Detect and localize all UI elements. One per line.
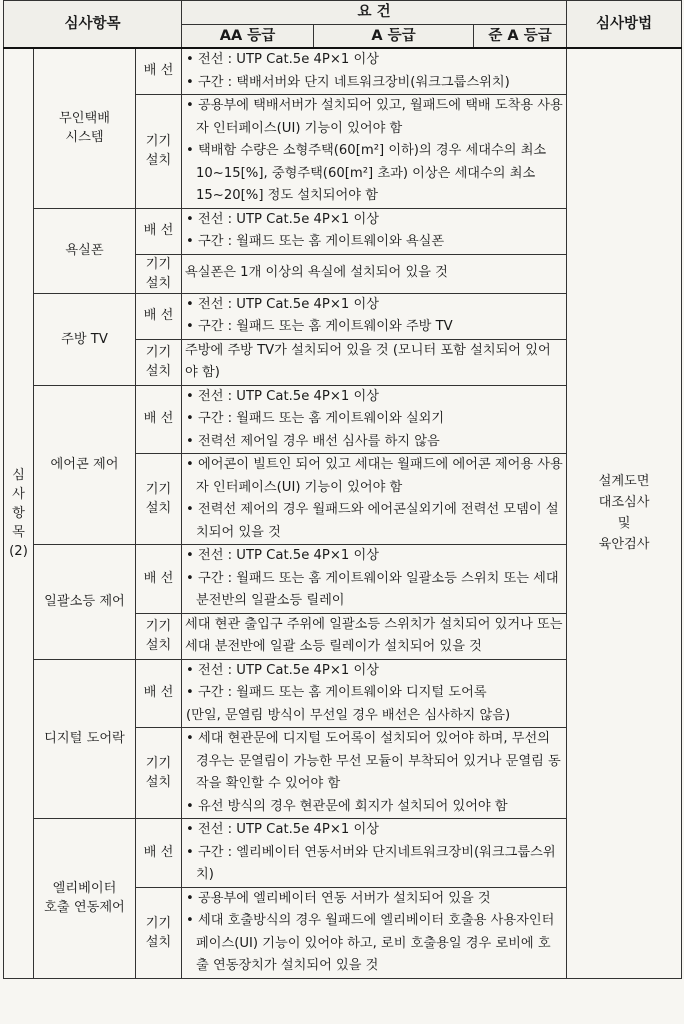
wiring-label: 배 선	[136, 293, 182, 339]
wiring-cell	[182, 385, 567, 454]
wiring-line: • 구간 : 월패드 또는 홈 게이트웨이와 디지털 도어록	[186, 685, 487, 700]
device-cell: 세대 현관 출입구 주위에 일괄소등 스위치가 설치되어 있거나 또는 세대 분전반에 일괄 소등 릴레이가 설치되어 있을 것	[182, 613, 567, 659]
device-label	[136, 887, 182, 978]
device-label-line: 기기	[145, 256, 172, 272]
device-label-line: 기기	[145, 482, 172, 497]
wiring-line: • 구간 : 월패드 또는 홈 게이트웨이와 실외기	[186, 411, 445, 426]
wiring-line: • 전력선 제어일 경우 배선 심사를 하지 않음	[186, 433, 440, 449]
wiring-line: • 전선 : UTP Cat.5e 4P×1 이상	[186, 822, 379, 837]
device-label-line: 기기	[145, 134, 172, 150]
item-name-line: 무인택배	[59, 111, 110, 127]
wiring-line: • 구간 : 월패드 또는 홈 게이트웨이와 주방 TV	[186, 319, 453, 334]
device-cell	[182, 95, 567, 209]
device-line: • 에어콘이 빌트인 되어 있고 세대는 월패드에 에어콘 제어용 사용자 인터페이스(UI) 기능이 있어야 함	[186, 457, 563, 495]
wiring-line: • 전선 : UTP Cat.5e 4P×1 이상	[186, 52, 379, 67]
wiring-line: (만일, 문열림 방식이 무선일 경우 배선은 심사하지 않음)	[186, 707, 511, 723]
device-line: • 세대 호출방식의 경우 월패드에 엘리베이터 호출용 사용자인터페이스(UI) 기능이 있어야 하고, 로비 호출용일 경우 로비에 호출 연동장치가 설치되어 있을 것	[186, 913, 555, 973]
wiring-label: 배 선	[136, 385, 182, 454]
wiring-line: • 구간 : 월패드 또는 홈 게이트웨이와 욕실폰	[186, 234, 445, 249]
side-label-char: (2)	[9, 543, 28, 559]
wiring-label: 배 선	[136, 545, 182, 614]
device-cell: 주방에 주방 TV가 설치되어 있을 것 (모니터 포함 설치되어 있어야 함)	[182, 339, 567, 385]
item-name-line: 시스템	[65, 130, 104, 146]
header-grade-a: A 등급	[314, 24, 474, 48]
device-label-line: 기기	[145, 756, 172, 771]
device-label-line: 설치	[145, 501, 172, 516]
wiring-line: • 구간 : 엘리베이터 연동서버와 단지네트워크장비(워크그룹스위치)	[186, 844, 556, 882]
device-line: • 공용부에 택배서버가 설치되어 있고, 월패드에 택배 도착용 사용자 인터페이스(UI) 기능이 있어야 함	[186, 98, 563, 136]
device-cell: 욕실폰은 1개 이상의 욕실에 설치되어 있을 것	[182, 254, 567, 293]
device-label-line: 기기	[145, 619, 172, 634]
wiring-label: 배 선	[136, 48, 182, 95]
wiring-line: • 전선 : UTP Cat.5e 4P×1 이상	[186, 211, 379, 227]
method-line: 대조심사	[598, 495, 650, 511]
wiring-line: • 구간 : 월패드 또는 홈 게이트웨이와 일괄소등 스위치 또는 세대 분전반의 일괄소등 릴레이	[186, 570, 559, 608]
device-line: • 공용부에 엘리베이터 연동 서버가 설치되어 있을 것	[186, 890, 491, 906]
device-cell	[182, 454, 567, 545]
device-label	[136, 613, 182, 659]
wiring-line: • 전선 : UTP Cat.5e 4P×1 이상	[186, 662, 379, 678]
wiring-label: 배 선	[136, 659, 182, 728]
device-cell	[182, 887, 567, 978]
item-name	[34, 48, 136, 208]
device-label-line: 설치	[145, 638, 172, 653]
header-row	[4, 1, 682, 25]
requirements-table	[3, 0, 682, 979]
side-label-char: 목	[12, 524, 25, 540]
device-line: • 전력선 제어의 경우 월패드와 에어콘실외기에 전력선 모뎀이 설치되어 있을 것	[186, 502, 559, 540]
method-line: 육안검사	[598, 537, 650, 553]
wiring-label: 배 선	[136, 819, 182, 888]
device-label	[136, 339, 182, 385]
device-label	[136, 728, 182, 819]
device-label-line: 기기	[145, 915, 172, 931]
wiring-line: • 전선 : UTP Cat.5e 4P×1 이상	[186, 296, 379, 312]
device-line: • 세대 현관문에 디지털 도어록이 설치되어 있어야 하며, 무선의 경우는 문열림이 가능한 무선 모듈이 부착되어 있거나 문열림 동작을 확인할 수 있어야 함	[186, 731, 561, 791]
side-label	[4, 48, 34, 978]
item-name: 욕실폰	[34, 208, 136, 293]
side-label-char: 사	[12, 486, 25, 502]
device-line: • 택배함 수량은 소형주택(60[m²] 이하)의 경우 세대수의 최소 10~15[%], 중형주택(60[m²] 초과) 이상은 세대수의 최소 15~20[%] 정도 설치되어야 함	[186, 143, 547, 203]
side-label-char: 항	[12, 505, 25, 521]
device-label	[136, 454, 182, 545]
method-cell	[567, 48, 682, 978]
device-label-line: 설치	[145, 934, 172, 950]
wiring-line: • 구간 : 택배서버와 단지 네트워크장비(워크그룹스위치)	[186, 74, 510, 90]
side-label-char: 심	[12, 467, 25, 483]
device-label-line: 설치	[145, 775, 172, 790]
wiring-cell	[182, 545, 567, 614]
header-grade-aa: AA 등급	[182, 24, 314, 48]
device-label	[136, 95, 182, 209]
item-name: 디지털 도어락	[34, 659, 136, 819]
wiring-cell	[182, 659, 567, 728]
header-requirements: 요 건	[182, 1, 567, 25]
device-line: • 유선 방식의 경우 현관문에 회지가 설치되어 있어야 함	[186, 798, 508, 814]
device-label-line: 기기	[145, 345, 172, 360]
wiring-line: • 전선 : UTP Cat.5e 4P×1 이상	[186, 548, 379, 563]
table-row	[4, 48, 682, 95]
header-method: 심사방법	[567, 1, 682, 49]
device-label-line: 설치	[145, 275, 172, 291]
wiring-cell	[182, 819, 567, 888]
item-name: 일괄소등 제어	[34, 545, 136, 660]
method-line: 및	[617, 516, 631, 532]
item-name-line: 호출 연동제어	[44, 900, 125, 916]
method-line: 설계도면	[598, 474, 650, 490]
wiring-line: • 전선 : UTP Cat.5e 4P×1 이상	[186, 388, 379, 404]
wiring-cell	[182, 293, 567, 339]
item-name	[34, 819, 136, 979]
header-category: 심사항목	[4, 1, 182, 49]
wiring-label: 배 선	[136, 208, 182, 254]
wiring-cell	[182, 208, 567, 254]
device-label-line: 설치	[145, 153, 172, 169]
device-cell	[182, 728, 567, 819]
item-name: 에어콘 제어	[34, 385, 136, 545]
wiring-cell	[182, 48, 567, 95]
device-label	[136, 254, 182, 293]
device-label-line: 설치	[145, 364, 172, 379]
item-name: 주방 TV	[34, 293, 136, 385]
item-name-line: 엘리베이터	[52, 881, 117, 897]
header-grade-quasi-a: 준 A 등급	[474, 24, 567, 48]
